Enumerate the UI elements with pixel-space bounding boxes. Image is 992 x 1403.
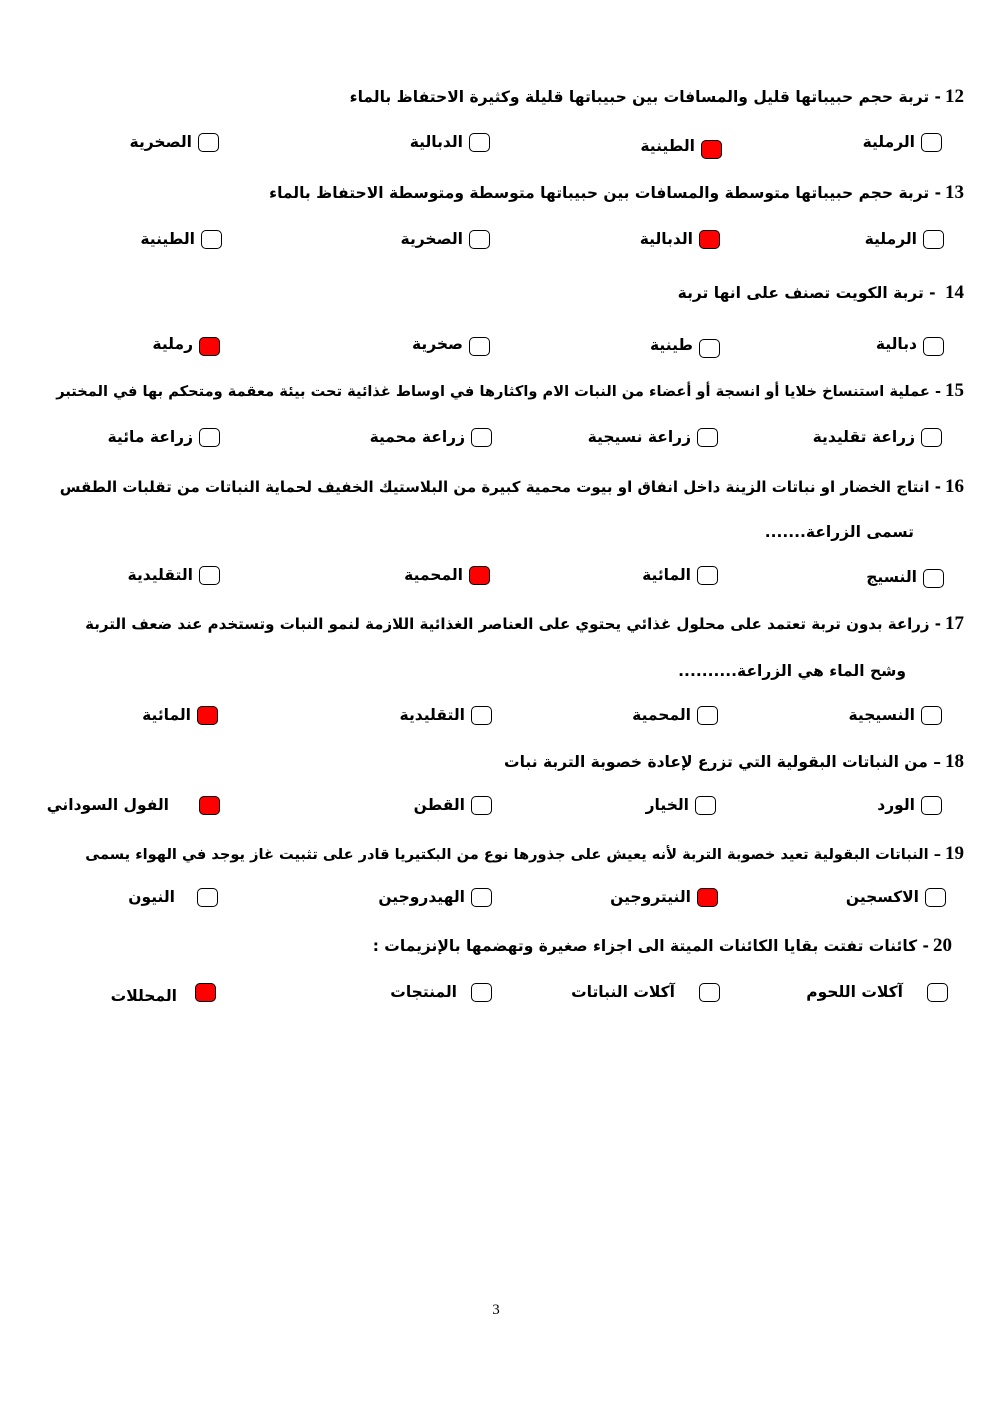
option-17-2[interactable] bbox=[632, 705, 718, 725]
option-13-1[interactable] bbox=[865, 229, 944, 249]
checkbox-checked[interactable] bbox=[199, 796, 220, 815]
checkbox[interactable] bbox=[198, 133, 219, 152]
question-number: 17 bbox=[945, 613, 964, 634]
option-label: زراعة محمية bbox=[369, 428, 465, 446]
option-label: الصخرية bbox=[400, 230, 463, 248]
checkbox[interactable] bbox=[699, 983, 720, 1002]
option-17-4[interactable] bbox=[142, 705, 218, 725]
checkbox[interactable] bbox=[199, 566, 220, 585]
question-number: 12 bbox=[945, 86, 964, 107]
checkbox[interactable] bbox=[697, 566, 718, 585]
question-text: - انتاج الخضار او نباتات الزينة داخل انفاق او بيوت محمية كبيرة من البلاستيك الخفيف لحماية النباتات من تقلبات الطقس bbox=[59, 478, 941, 496]
option-17-1[interactable] bbox=[849, 705, 942, 725]
option-label: دبالية bbox=[875, 334, 917, 353]
option-13-2[interactable] bbox=[640, 229, 720, 249]
checkbox[interactable] bbox=[199, 428, 220, 447]
option-label: المائية bbox=[142, 706, 191, 724]
checkbox[interactable] bbox=[921, 796, 942, 815]
option-label: زراعة نسيجية bbox=[587, 428, 691, 446]
question-17 bbox=[85, 614, 964, 634]
option-label: المنتجات bbox=[390, 983, 457, 1001]
question-text: – من النباتات البقولية التي تزرع لإعادة خصوبة التربة نبات bbox=[504, 753, 941, 771]
option-13-3[interactable] bbox=[401, 229, 490, 249]
checkbox-checked[interactable] bbox=[197, 706, 218, 725]
question-number: 14 bbox=[945, 282, 964, 303]
checkbox[interactable] bbox=[923, 569, 944, 588]
option-label: رملية bbox=[152, 334, 193, 353]
option-12-4[interactable] bbox=[130, 132, 219, 152]
question-text: - تربة حجم حبيباتها قليل والمسافات بين حبيباتها قليلة وكثيرة الاحتفاظ بالماء bbox=[349, 88, 941, 106]
checkbox[interactable] bbox=[471, 888, 492, 907]
question-number: 20 bbox=[933, 935, 952, 956]
checkbox[interactable] bbox=[697, 706, 718, 725]
question-17-continuation: وشح الماء هي الزراعة.......... bbox=[678, 662, 906, 680]
option-19-1[interactable] bbox=[846, 887, 946, 907]
option-label: الطينية bbox=[140, 230, 195, 248]
option-label: المحمية bbox=[632, 706, 691, 724]
question-15 bbox=[56, 381, 964, 402]
checkbox[interactable] bbox=[921, 428, 942, 447]
option-20-1[interactable] bbox=[806, 982, 948, 1002]
option-15-1[interactable] bbox=[813, 427, 942, 447]
page-number: 3 bbox=[492, 1302, 500, 1318]
option-label: طينية bbox=[650, 335, 693, 354]
question-16 bbox=[60, 477, 964, 497]
question-text: - عملية استنساخ خلايا أو انسجة أو أعضاء من النبات الام واكثارها في اوساط غذائية تحت بيئة معقمة ومتحكم بها في المختبر bbox=[56, 383, 941, 400]
checkbox-checked[interactable] bbox=[697, 888, 718, 907]
option-14-3[interactable] bbox=[412, 331, 490, 356]
question-text: - كائنات تفتت بقايا الكائنات الميتة الى اجزاء صغيرة وتهضمها بالإنزيمات : bbox=[372, 937, 929, 955]
option-15-4[interactable] bbox=[107, 427, 220, 447]
checkbox[interactable] bbox=[469, 133, 490, 152]
option-label: التقليدية bbox=[399, 706, 465, 724]
question-16-continuation: تسمى الزراعة....... bbox=[764, 523, 914, 541]
option-18-4[interactable] bbox=[47, 795, 220, 815]
checkbox[interactable] bbox=[923, 337, 944, 356]
question-text: – النباتات البقولية تعيد خصوبة التربة لأنه يعيش على جذورها نوع من البكتيريا قادر على تثبيت غاز يوجد في الهواء يسمى bbox=[85, 846, 941, 863]
option-label: الهيدروجين bbox=[378, 888, 465, 906]
question-14 bbox=[678, 283, 964, 303]
checkbox[interactable] bbox=[469, 230, 490, 249]
question-number: 18 bbox=[945, 751, 964, 772]
option-20-2[interactable] bbox=[571, 982, 720, 1002]
checkbox-checked[interactable] bbox=[469, 566, 490, 585]
option-19-3[interactable] bbox=[378, 887, 492, 907]
checkbox[interactable] bbox=[471, 983, 492, 1002]
question-12 bbox=[350, 87, 964, 107]
question-number: 15 bbox=[945, 380, 964, 401]
option-14-1[interactable] bbox=[876, 331, 944, 356]
checkbox[interactable] bbox=[697, 428, 718, 447]
option-label: صخرية bbox=[411, 334, 463, 353]
option-label: النسيجية bbox=[848, 706, 915, 724]
option-15-3[interactable] bbox=[370, 427, 492, 447]
checkbox[interactable] bbox=[471, 706, 492, 725]
checkbox[interactable] bbox=[927, 983, 948, 1002]
option-label: المحمية bbox=[404, 566, 463, 584]
option-label: الخيار bbox=[645, 796, 689, 814]
option-label: زراعة تقليدية bbox=[812, 428, 915, 446]
option-label: زراعة مائية bbox=[107, 428, 193, 446]
option-12-2[interactable] bbox=[640, 132, 722, 159]
option-19-2[interactable] bbox=[610, 887, 718, 907]
checkbox[interactable] bbox=[923, 230, 944, 249]
checkbox-checked[interactable] bbox=[701, 140, 722, 159]
option-12-1[interactable] bbox=[863, 132, 942, 152]
option-16-2[interactable] bbox=[642, 565, 718, 585]
option-label: الدبالية bbox=[639, 230, 693, 248]
option-label: المحللات bbox=[110, 987, 177, 1005]
option-18-1[interactable] bbox=[877, 795, 942, 815]
question-text: - تربة الكويت تصنف على انها تربة bbox=[677, 284, 941, 302]
question-text: - زراعة بدون تربة تعتمد على محلول غذائي يحتوي على العناصر الغذائية اللازمة لنمو النبات وتستخدم عند ضعف التربة bbox=[85, 615, 941, 633]
checkbox[interactable] bbox=[471, 428, 492, 447]
checkbox[interactable] bbox=[201, 230, 222, 249]
question-18 bbox=[504, 752, 964, 772]
option-19-4[interactable] bbox=[128, 887, 218, 907]
option-label: الدبالية bbox=[409, 133, 463, 151]
option-18-3[interactable] bbox=[414, 795, 492, 815]
option-14-2[interactable] bbox=[650, 331, 720, 358]
question-number: 19 bbox=[945, 843, 964, 864]
option-17-3[interactable] bbox=[400, 705, 492, 725]
checkbox[interactable] bbox=[921, 706, 942, 725]
question-20 bbox=[373, 936, 952, 956]
option-20-4[interactable] bbox=[111, 978, 216, 1006]
option-label: القطن bbox=[413, 796, 465, 814]
option-label: النيون bbox=[128, 888, 175, 906]
checkbox[interactable] bbox=[699, 339, 720, 358]
option-label: الصخرية bbox=[129, 133, 192, 151]
option-18-2[interactable] bbox=[646, 795, 716, 815]
checkbox[interactable] bbox=[197, 888, 218, 907]
checkbox[interactable] bbox=[925, 888, 946, 907]
checkbox[interactable] bbox=[471, 796, 492, 815]
checkbox[interactable] bbox=[695, 796, 716, 815]
option-13-4[interactable] bbox=[140, 229, 222, 249]
question-number: 13 bbox=[945, 182, 964, 203]
option-label: الفول السوداني bbox=[46, 796, 169, 814]
question-19 bbox=[85, 844, 964, 865]
option-16-3[interactable] bbox=[404, 565, 490, 585]
checkbox-checked[interactable] bbox=[699, 230, 720, 249]
option-label: آكلات اللحوم bbox=[806, 983, 903, 1001]
option-label: التقليدية bbox=[127, 566, 193, 584]
option-label: آكلات النباتات bbox=[571, 983, 675, 1001]
option-label: الرملية bbox=[862, 133, 915, 151]
option-12-3[interactable] bbox=[410, 132, 490, 152]
question-number: 16 bbox=[945, 476, 964, 497]
checkbox[interactable] bbox=[469, 337, 490, 356]
option-label: الاكسجين bbox=[845, 888, 919, 906]
question-13 bbox=[269, 183, 964, 203]
option-14-4[interactable] bbox=[152, 331, 220, 356]
option-20-3[interactable] bbox=[390, 982, 492, 1002]
checkbox-checked[interactable] bbox=[195, 983, 216, 1002]
option-label: النيتروجين bbox=[610, 888, 691, 906]
question-text: - تربة حجم حبيباتها متوسطة والمسافات بين حبيباتها متوسطة ومتوسطة الاحتفاظ بالماء bbox=[269, 184, 941, 202]
option-16-4[interactable] bbox=[128, 565, 220, 585]
option-label: المائية bbox=[642, 566, 691, 584]
option-label: النسيج bbox=[866, 567, 917, 586]
option-16-1[interactable] bbox=[866, 565, 944, 588]
option-label: الورد bbox=[877, 796, 915, 814]
option-label: الطينية bbox=[640, 136, 695, 155]
checkbox-checked[interactable] bbox=[199, 337, 220, 356]
option-15-2[interactable] bbox=[588, 427, 718, 447]
checkbox[interactable] bbox=[921, 133, 942, 152]
option-label: الرملية bbox=[864, 230, 917, 248]
